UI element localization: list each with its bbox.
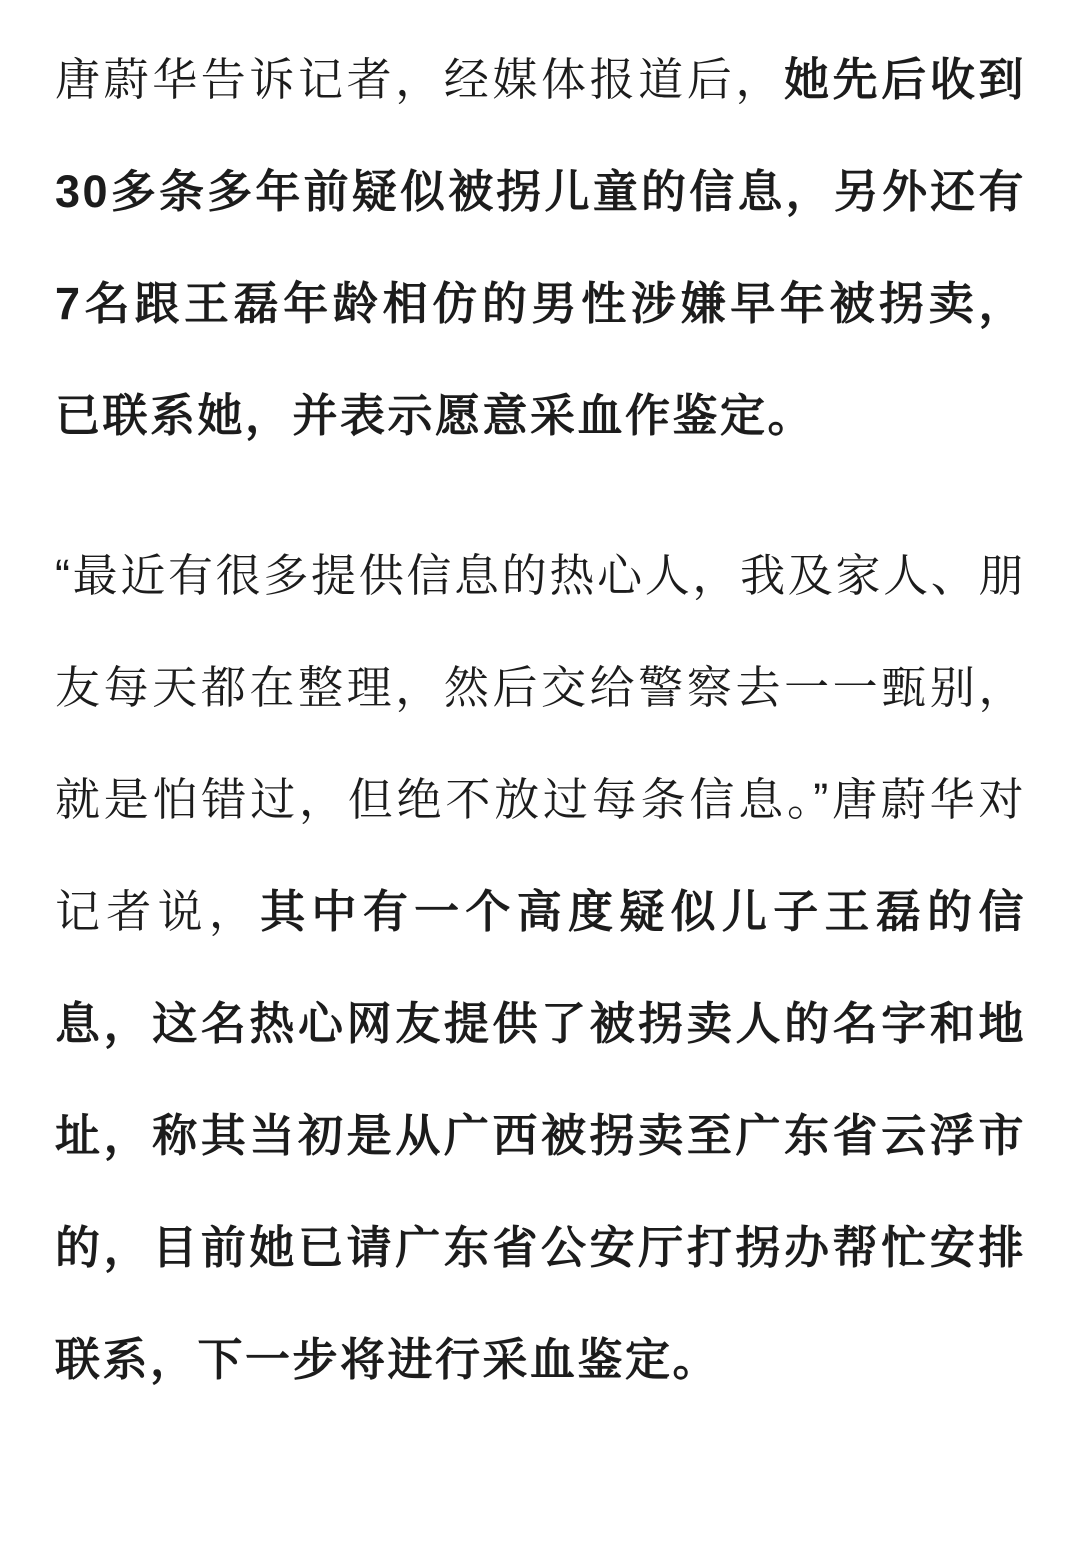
- paragraph-1-regular-run: 唐蔚华告诉记者，经媒体报道后，: [55, 54, 785, 105]
- paragraph-1-bold-run: 她先后收到30多条多年前疑似被拐儿童的信息，另外还有7名跟王磊年龄相仿的男性涉嫌早年被拐卖，已联系她，并表示愿意采血作鉴定。: [55, 54, 1026, 441]
- paragraph-2: [55, 520, 1026, 1416]
- paragraph-2-regular-run: “最近有很多提供信息的热心人，我及家人、朋友每天都在整理，然后交给警察去一一甄别，就是怕错过，但绝不放过每条信息。”唐蔚华对记者说，: [55, 550, 1026, 937]
- paragraph-2-bold-run: 其中有一个高度疑似儿子王磊的信息，这名热心网友提供了被拐卖人的名字和地址，称其当初是从广西被拐卖至广东省云浮市的，目前她已请广东省公安厅打拐办帮忙安排联系，下一步将进行采血鉴定。: [55, 886, 1026, 1385]
- paragraph-1: [55, 24, 1026, 472]
